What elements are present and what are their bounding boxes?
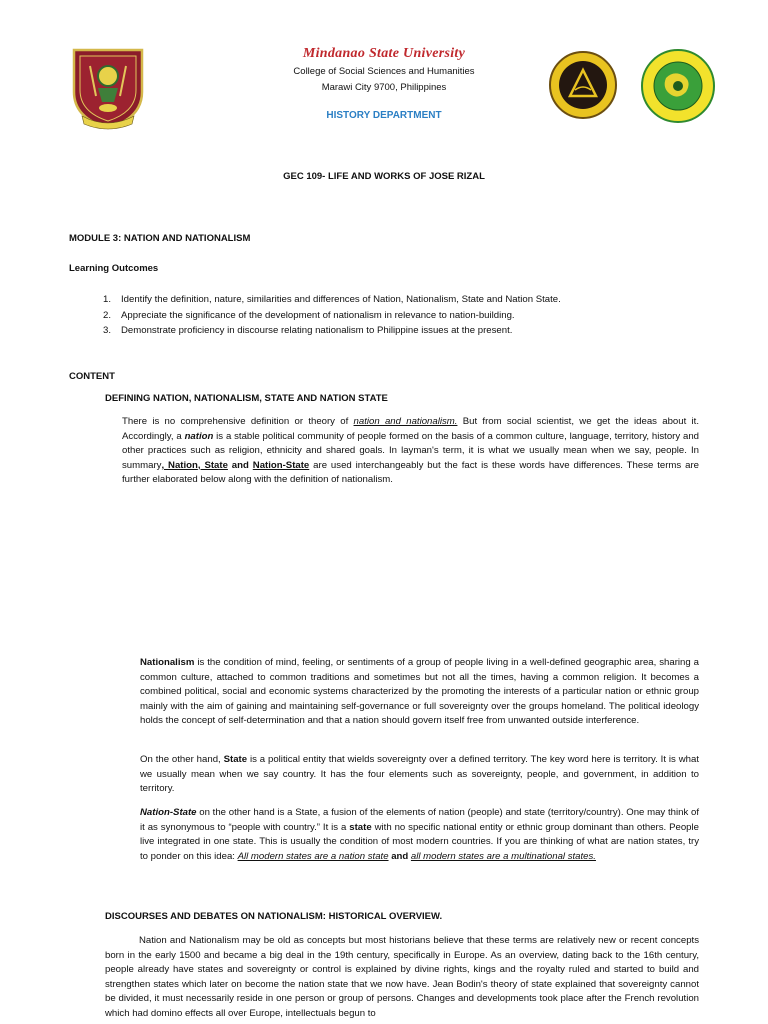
list-number: 3. bbox=[103, 325, 112, 336]
p2-text: is the condition of mind, feeling, or sentiments of a group of people living in a well-defined geographic area, sharing a common culture, attached to common traditions and sometimes but not all the times, having a common religion. It becomes a combined political, social and economic systems characterized by the promoting the interests of a particular nation or ethnic group mainly with the aim of gaining and maintaining self-governance or full sovereignty over the groups homeland. The political ideology holds the concept of self-determination and that a nation should govern itself free from unwanted outside interference. bbox=[140, 657, 699, 727]
cssh-seal-logo bbox=[548, 50, 618, 120]
p3-text: On the other hand, bbox=[140, 754, 224, 765]
p3-term: State bbox=[223, 754, 248, 765]
content-heading: CONTENT bbox=[69, 371, 115, 382]
p1-underline: nation and nationalism. bbox=[353, 416, 458, 427]
course-title: GEC 109- LIFE AND WORKS OF JOSE RIZAL bbox=[283, 171, 485, 182]
list-text: Appreciate the significance of the development of nationalism in relevance to nation-building. bbox=[121, 309, 515, 321]
p1-term: , State bbox=[197, 459, 228, 471]
paragraph-historical-overview bbox=[105, 934, 699, 1022]
paragraph-nation bbox=[122, 415, 699, 488]
list-number: 1. bbox=[103, 294, 112, 305]
p1-term: nation bbox=[184, 430, 214, 442]
learning-outcomes-heading: Learning Outcomes bbox=[69, 263, 159, 274]
history-dept-seal-logo bbox=[640, 48, 716, 124]
section2-heading: DISCOURSES AND DEBATES ON NATIONALISM: HISTORICAL OVERVIEW. bbox=[105, 911, 443, 922]
p5-text: Nation and Nationalism may be old as concepts but most historians believe that these terms are relatively new or recent concepts born in the early 1500 and became a big deal in the 19th century, specifically in Europe. As an overview, dating back to the 16th century, people already have states and sovereignty or control is explained by divine rights, kings and the royalty ruled and started to build and strengthen states which later on become the nation state that we now have. Jean Bodin's theory of state explained that sovereignty cannot be divided, it must necessarily reside in one person or group of persons. Changes and developments took place after the French revolution which had domino effects all over Europe, intellectuals begun to bbox=[105, 935, 699, 1019]
p1-term: , Nation bbox=[161, 459, 198, 471]
p1-text: But from social scientist, we get the ideas about it. Accordingly, a bbox=[122, 416, 700, 442]
college-address: Marawi City 9700, Philippines bbox=[321, 82, 447, 93]
module-title: MODULE 3: NATION AND NATIONALISM bbox=[69, 233, 251, 244]
list-text: Identify the definition, nature, similarities and differences of Nation, Nationalism, State and Nation State. bbox=[121, 294, 561, 305]
university-name: Mindanao State University bbox=[302, 46, 466, 61]
p4-text: and bbox=[388, 850, 411, 862]
department-name: HISTORY DEPARTMENT bbox=[326, 110, 442, 121]
learning-outcome-item bbox=[103, 308, 703, 324]
p4-text: with no specific national entity or ethnic group dominant than others. People live integrated in one state. This is usually the condition of most modern countries. If you are thinking of what are nation states, try to ponder on this idea: bbox=[140, 821, 699, 862]
p1-text: are used interchangeably but the fact is these words have differences. These terms are further elaborated below along with the definition of nationalism. bbox=[122, 459, 699, 486]
p4-underline: All modern states are a nation state bbox=[237, 850, 389, 862]
p1-text: There is no comprehensive definition or theory of bbox=[122, 416, 354, 427]
paragraph-state bbox=[140, 753, 699, 797]
p4-text: on the other hand is a State, a fusion of the elements of nation (people) and state (territory/country). One may think of it as synonymous to “people with country.” It is a bbox=[140, 807, 699, 833]
list-text: Demonstrate proficiency in discourse relating nationalism to Philippine issues at the present. bbox=[121, 325, 513, 336]
p1-text: is a stable political community of people formed on the basis of a common culture, language, territory, history and other practices such as religion, ethnicity and shared goals. In layman's term, it is what we usually mean when we say, people. In summary bbox=[122, 430, 699, 471]
p1-term: Nation-State bbox=[252, 459, 310, 471]
p4-term: state bbox=[349, 821, 372, 833]
section1-heading: DEFINING NATION, NATIONALISM, STATE AND NATION STATE bbox=[105, 393, 388, 404]
p4-term: Nation-State bbox=[140, 807, 197, 818]
p2-term: Nationalism bbox=[140, 657, 195, 668]
learning-outcome-item bbox=[103, 292, 703, 308]
learning-outcome-item bbox=[103, 323, 703, 339]
p1-text: and bbox=[227, 459, 253, 471]
p4-underline: all modern states are a multinational states. bbox=[410, 850, 596, 862]
list-number: 2. bbox=[103, 309, 112, 321]
paragraph-nation-state bbox=[140, 806, 699, 864]
college-name: College of Social Sciences and Humanities bbox=[293, 66, 475, 77]
paragraph-nationalism bbox=[140, 656, 699, 729]
p3-text: is a political entity that wields sovereignty over a defined territory. The key word here is territory. It is what we usually mean when we say country. It has the four elements such as sovereignty, people, and government, in addition to territory. bbox=[140, 754, 699, 795]
learning-outcomes-list bbox=[103, 292, 703, 339]
